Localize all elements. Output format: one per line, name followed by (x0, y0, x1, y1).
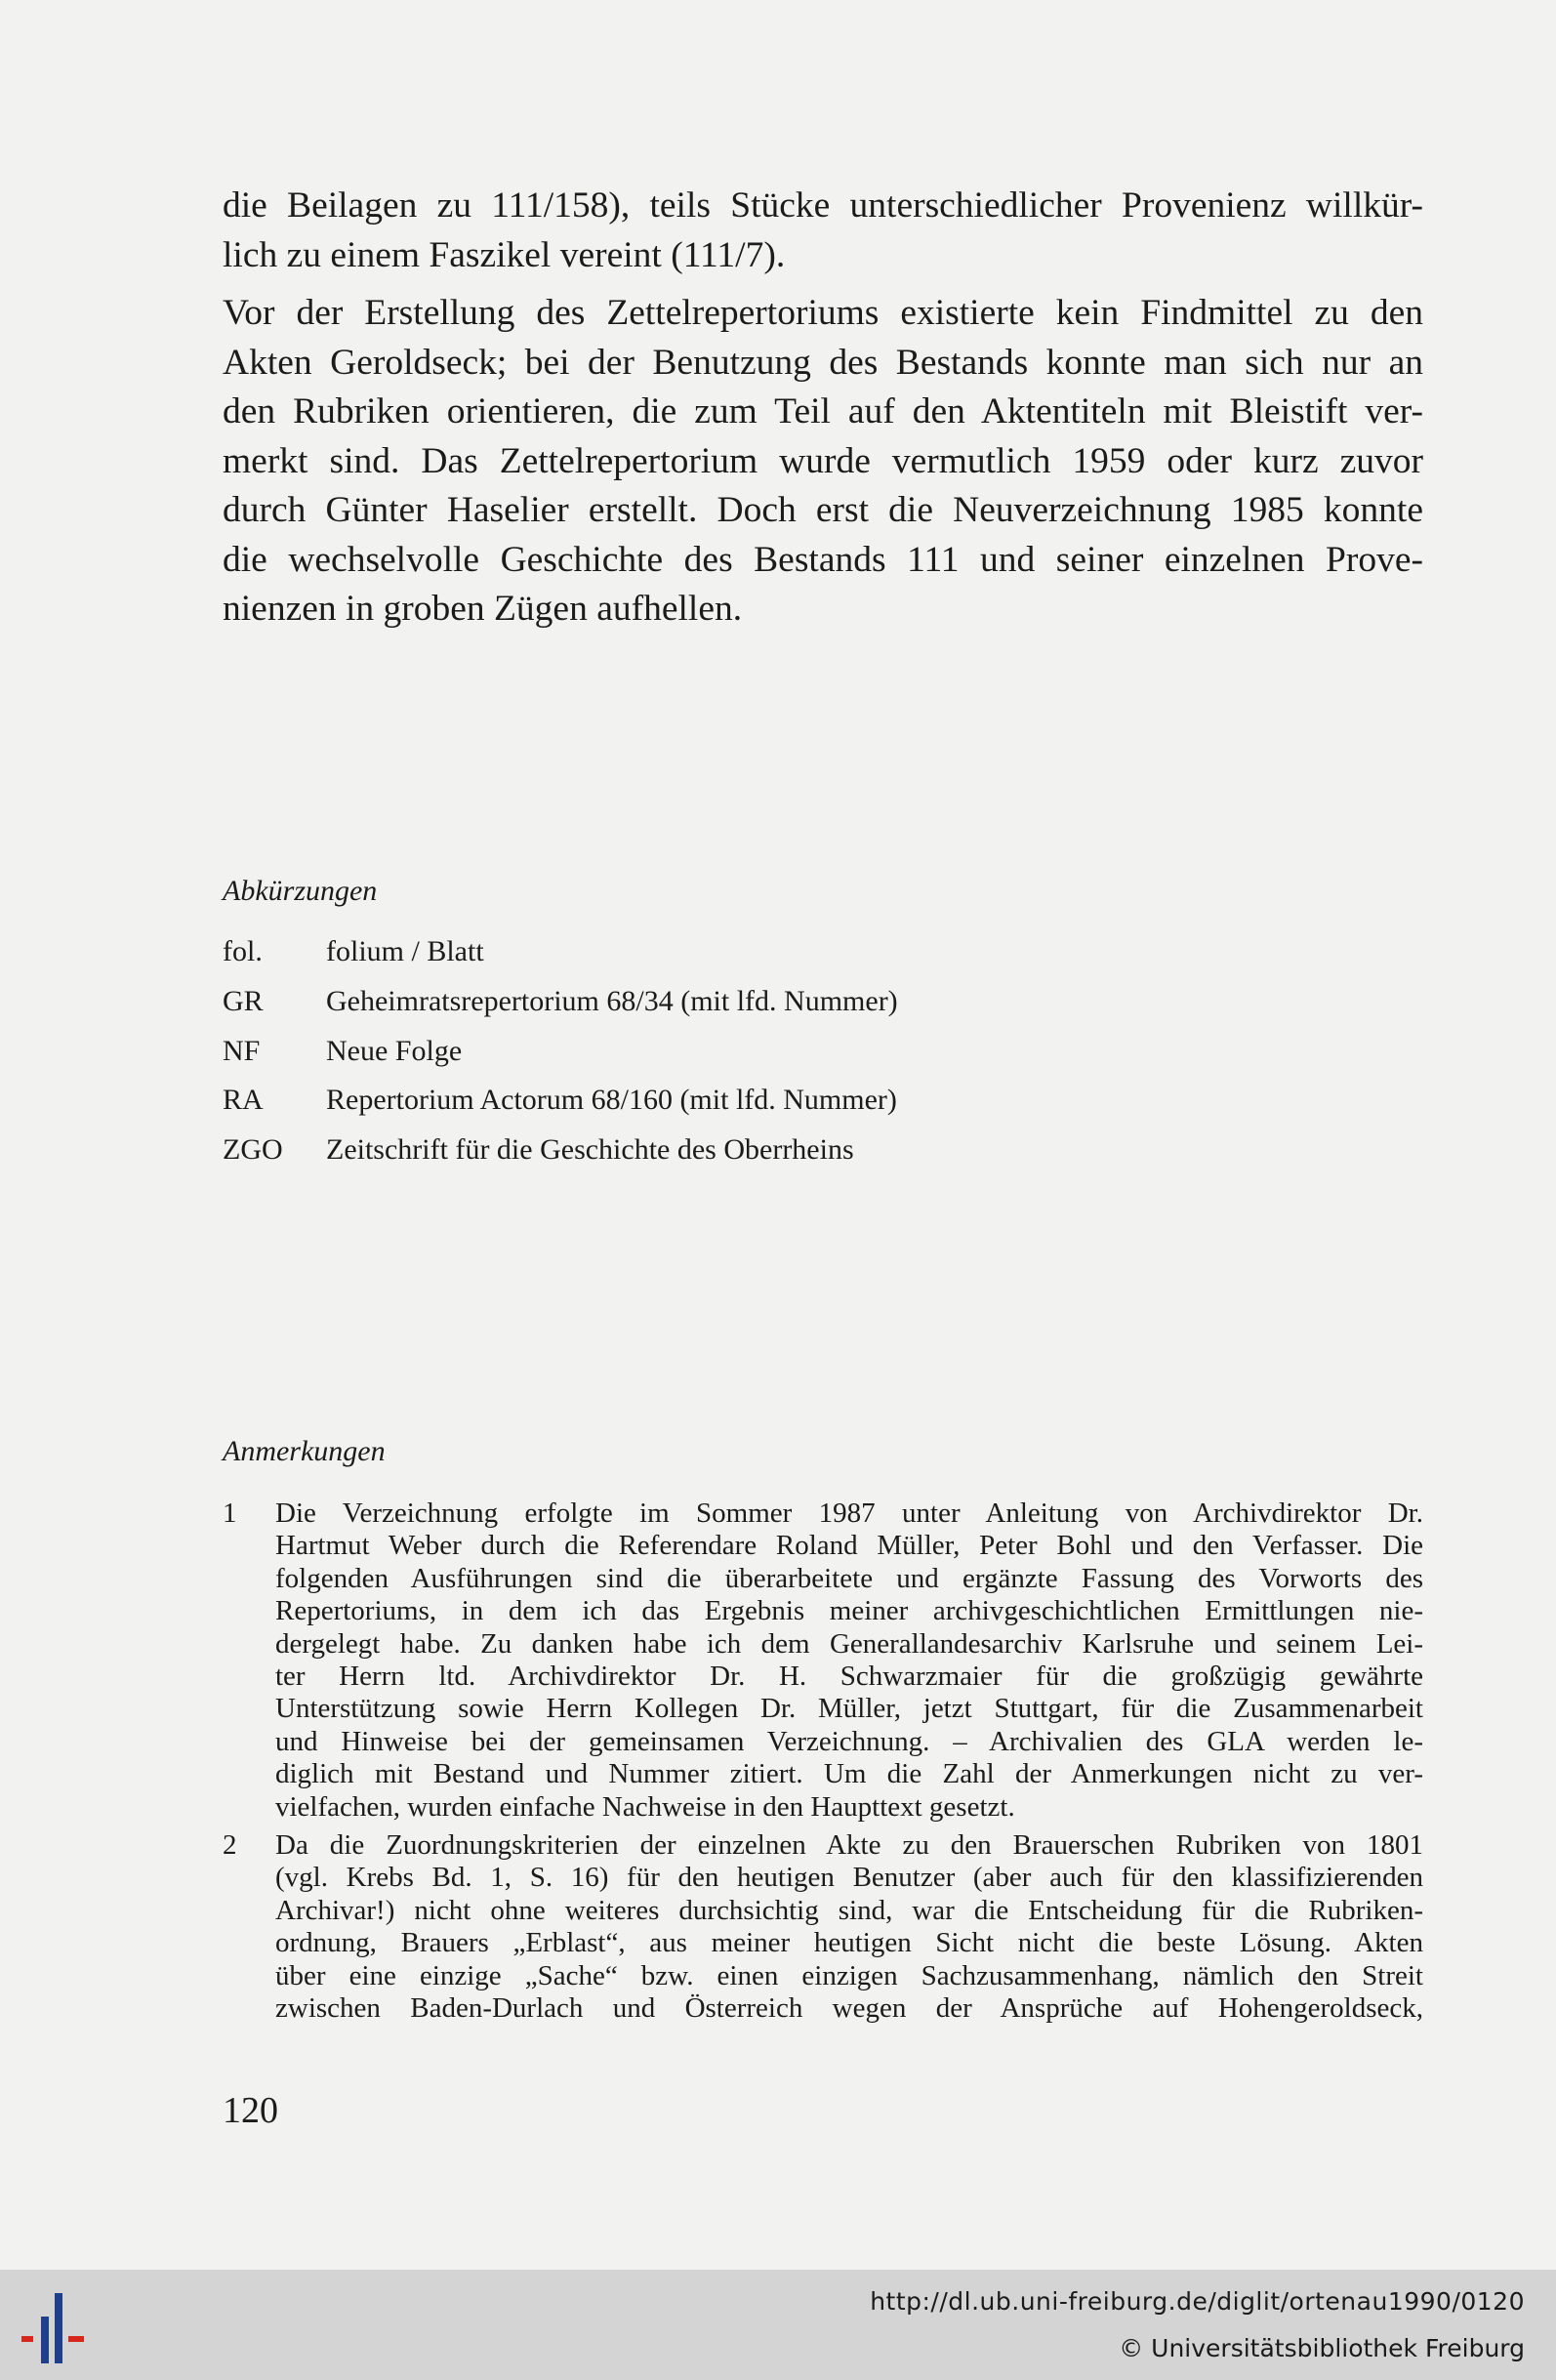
text-line: Hartmut Weber durch die Referendare Roland Müller, Peter Bohl und den Verfasser. Die (275, 1530, 1423, 1562)
abbreviation-row (223, 985, 1101, 1024)
abbreviation-row (223, 1084, 1101, 1123)
text-line: über eine einzige „Sache“ bzw. einen einzigen Sachzusammenhang, nämlich den Streit (275, 1959, 1423, 1991)
ub-freiburg-logo-icon[interactable] (21, 2289, 100, 2367)
abbreviation-meaning: folium / Blatt (326, 935, 484, 967)
abbreviation-meaning: Repertorium Actorum 68/160 (mit lfd. Nummer) (326, 1084, 897, 1116)
text-line: die Beilagen zu 111/158), teils Stücke unterschiedlicher Provenienz willkür- (223, 185, 1423, 226)
text-line: folgenden Ausführungen sind die überarbeitete und ergänzte Fassung des Vorworts des (275, 1562, 1423, 1594)
text-line: zwischen Baden-Durlach und Österreich wegen der Ansprüche auf Hohengeroldseck, (275, 1991, 1423, 2024)
source-url-link[interactable]: http://dl.ub.uni-freiburg.de/diglit/ortenau1990/0120 (870, 2287, 1525, 2316)
text-line: Da die Zuordnungskriterien der einzelnen Akte zu den Brauerschen Rubriken von 1801 (275, 1829, 1423, 1861)
abbreviation-row (223, 1035, 1101, 1074)
text-line: ordnung, Brauers „Erblast“, aus meiner heutigen Sicht nicht die beste Lösung. Akten (275, 1927, 1423, 1959)
footnote-number: 2 (223, 1829, 237, 1861)
body-paragraph-1 (223, 182, 1423, 280)
abbreviations-heading: Abkürzungen (223, 875, 378, 907)
text-line: und Hinweise bei der gemeinsamen Verzeichnung. – Archivalien des GLA werden le- (275, 1725, 1423, 1757)
viewer-footer-bar (0, 2270, 1556, 2380)
text-line: den Rubriken orientieren, die zum Teil auf den Aktentiteln mit Bleistift ver- (223, 391, 1423, 431)
body-paragraph-2 (223, 289, 1423, 635)
text-line: merkt sind. Das Zettelrepertorium wurde vermutlich 1959 oder kurz zuvor (223, 440, 1423, 481)
abbreviation: fol. (223, 935, 263, 967)
abbreviation-meaning: Geheimratsrepertorium 68/34 (mit lfd. Nummer) (326, 985, 898, 1017)
page-number: 120 (223, 2090, 278, 2131)
text-line: die wechselvolle Geschichte des Bestands 111 und seiner einzelnen Prove- (223, 539, 1423, 580)
text-line: nienzen in groben Zügen aufhellen. (223, 589, 743, 629)
text-line: Akten Geroldseck; bei der Benutzung des Bestands konnte man sich nur an (223, 342, 1423, 383)
footnote-text (275, 1498, 1423, 1824)
text-line: lich zu einem Faszikel vereint (111/7). (223, 234, 786, 275)
abbreviation: RA (223, 1084, 264, 1116)
text-line: Repertoriums, in dem ich das Ergebnis meiner archivgeschichtlichen Ermittlungen nie- (275, 1595, 1423, 1627)
text-line: Vor der Erstellung des Zettelrepertoriums existierte kein Findmittel zu den (223, 293, 1423, 333)
text-line: Archivar!) nicht ohne weiteres durchsichtig sind, war die Entscheidung für die Rubriken- (275, 1894, 1423, 1926)
abbreviation-meaning: Neue Folge (326, 1035, 463, 1067)
footnote-text (275, 1829, 1423, 2025)
text-line: dergelegt habe. Zu danken habe ich dem Generallandesarchiv Karlsruhe und seinem Lei- (275, 1627, 1423, 1660)
abbreviation: NF (223, 1035, 261, 1067)
text-line: Die Verzeichnung erfolgte im Sommer 1987 unter Anleitung von Archivdirektor Dr. (275, 1498, 1423, 1529)
footnote-number: 1 (223, 1498, 237, 1529)
abbreviation-row (223, 1133, 1101, 1172)
text-line: ter Herrn ltd. Archivdirektor Dr. H. Schwarzmaier für die großzügig gewährte (275, 1660, 1423, 1692)
text-line: (vgl. Krebs Bd. 1, S. 16) für den heutigen Benutzer (aber auch für den klassifizierenden (275, 1862, 1423, 1894)
notes-heading: Anmerkungen (223, 1435, 386, 1467)
text-line: vielfachen, wurden einfache Nachweise in den Haupttext gesetzt. (275, 1790, 1015, 1823)
text-line: durch Günter Haselier erstellt. Doch erst die Neuverzeichnung 1985 konnte (223, 490, 1423, 530)
text-line: Unterstützung sowie Herrn Kollegen Dr. Müller, jetzt Stuttgart, für die Zusammenarbeit (275, 1693, 1423, 1725)
copyright-notice: © Universitätsbibliothek Freiburg (1119, 2334, 1525, 2362)
text-line: diglich mit Bestand und Nummer zitiert. Um die Zahl der Anmerkungen nicht zu ver- (275, 1758, 1423, 1790)
abbreviation-meaning: Zeitschrift für die Geschichte des Oberrheins (326, 1133, 854, 1166)
abbreviation: GR (223, 985, 264, 1017)
abbreviation-row (223, 935, 1101, 974)
abbreviation: ZGO (223, 1133, 283, 1166)
